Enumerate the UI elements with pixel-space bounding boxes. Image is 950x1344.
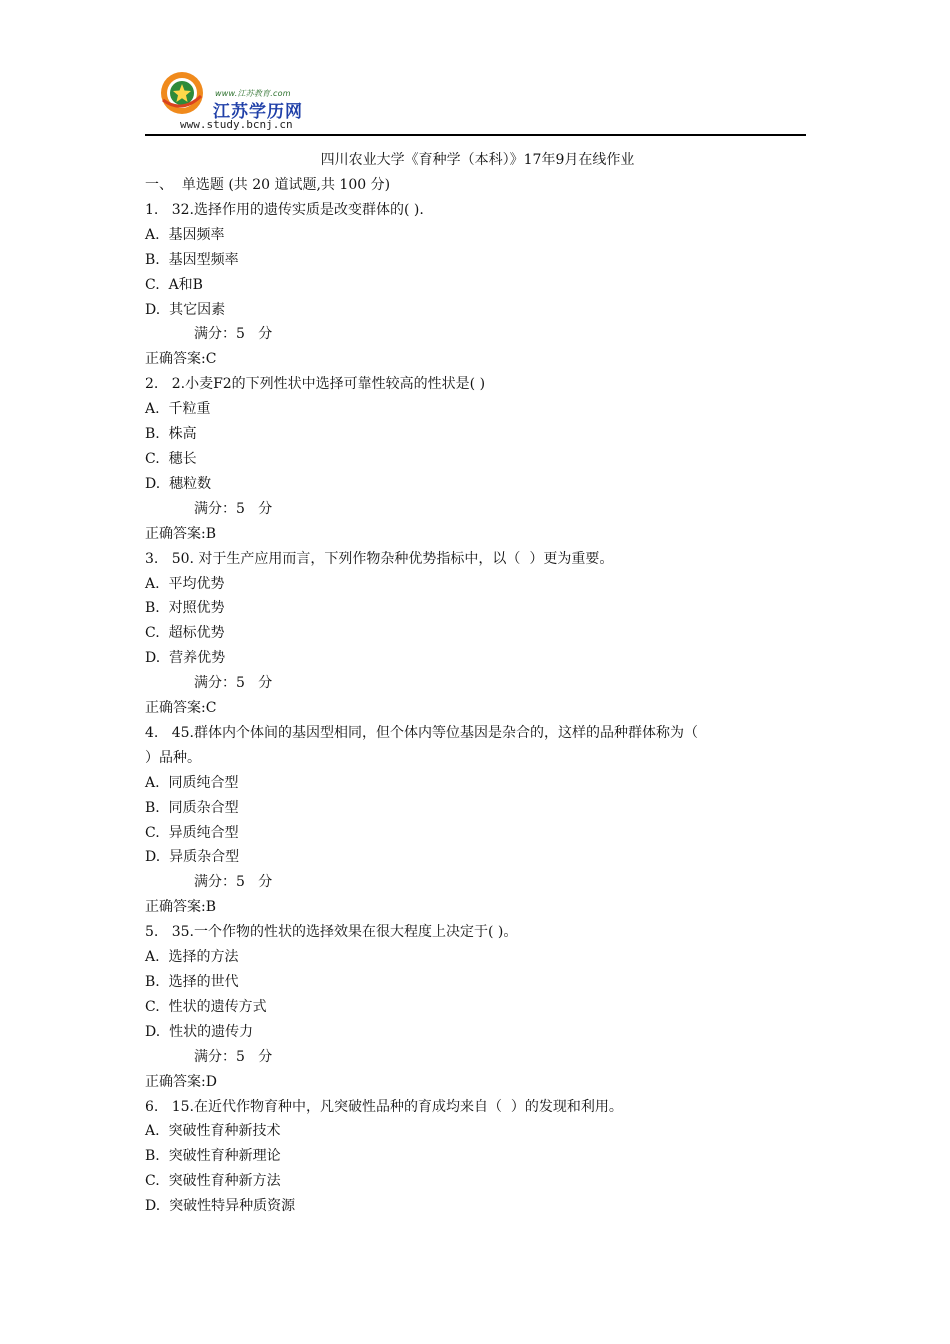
logo-url-text: www.江苏教育.com xyxy=(215,89,291,98)
option: D. 性状的遗传力 xyxy=(145,1023,254,1040)
section-heading: 一、 单选题 (共 20 道试题,共 100 分) xyxy=(145,177,391,193)
header-divider xyxy=(145,134,806,136)
question-text: 1. 32.选择作用的遗传实质是改变群体的( ). xyxy=(145,201,424,218)
correct-answer: 正确答案:C xyxy=(145,700,217,717)
option: A. 千粒重 xyxy=(145,401,211,418)
option: D. 其它因素 xyxy=(145,301,226,318)
question-3 xyxy=(145,547,810,721)
correct-answer: 正确答案:C xyxy=(145,351,217,368)
option: A. 选择的方法 xyxy=(145,949,239,966)
option: D. 突破性特异种质资源 xyxy=(145,1198,296,1215)
option: C. 性状的遗传方式 xyxy=(145,998,267,1015)
option: D. 营养优势 xyxy=(145,650,226,667)
question-text: 2. 2.小麦F2的下列性状中选择可靠性较高的性状是( ) xyxy=(145,376,486,393)
option: B. 株高 xyxy=(145,426,197,443)
option: D. 异质杂合型 xyxy=(145,849,240,866)
option: B. 突破性育种新理论 xyxy=(145,1148,281,1165)
option: D. 穗粒数 xyxy=(145,475,212,492)
question-score: 满分：5 分 xyxy=(194,500,273,517)
option: B. 选择的世代 xyxy=(145,974,239,990)
option: C. 超标优势 xyxy=(145,625,225,642)
correct-answer: 正确答案:B xyxy=(145,899,217,916)
page-header xyxy=(145,64,806,136)
question-score: 满分：5 分 xyxy=(194,1048,273,1065)
question-text: 3. 50. 对于生产应用而言，下列作物杂种优势指标中，以（ ）更为重要。 xyxy=(145,550,614,567)
logo-name: 江苏学历网 xyxy=(213,102,303,122)
option: A. 突破性育种新技术 xyxy=(145,1123,281,1140)
document-title: 四川农业大学《育种学（本科）》17年9月在线作业 xyxy=(320,152,635,168)
question-6 xyxy=(145,1095,810,1220)
option: A. 基因频率 xyxy=(145,226,225,243)
site-logo[interactable] xyxy=(159,70,309,122)
option: C. 突破性育种新方法 xyxy=(145,1173,281,1190)
question-4 xyxy=(145,721,810,920)
option: B. 对照优势 xyxy=(145,600,225,617)
question-5 xyxy=(145,920,810,1094)
option: C. A和B xyxy=(145,276,203,293)
question-text: 4. 45.群体内个体间的基因型相同，但个体内等位基因是杂合的，这样的品种群体称为（ xyxy=(145,724,698,741)
question-2 xyxy=(145,372,810,546)
option: B. 同质杂合型 xyxy=(145,799,239,816)
option: C. 异质纯合型 xyxy=(145,824,239,841)
question-score: 满分：5 分 xyxy=(194,326,273,343)
option: C. 穗长 xyxy=(145,450,197,467)
option: A. 同质纯合型 xyxy=(145,774,239,791)
correct-answer: 正确答案:D xyxy=(145,1073,217,1090)
question-score: 满分：5 分 xyxy=(194,874,273,891)
option: B. 基因型频率 xyxy=(145,251,239,268)
logo-emblem-icon xyxy=(159,70,205,116)
question-text: 5. 35.一个作物的性状的选择效果在很大程度上决定于( )。 xyxy=(145,924,518,941)
correct-answer: 正确答案:B xyxy=(145,525,217,542)
question-text: 6. 15.在近代作物育种中，凡突破性品种的育成均来自（ ）的发现和利用。 xyxy=(145,1098,623,1115)
question-1 xyxy=(145,198,810,372)
document-body xyxy=(145,148,810,1219)
site-url[interactable]: www.study.bcnj.cn xyxy=(180,118,293,131)
option: A. 平均优势 xyxy=(145,575,225,592)
question-text-continued: ）品种。 xyxy=(145,749,201,766)
question-score: 满分：5 分 xyxy=(194,675,273,692)
